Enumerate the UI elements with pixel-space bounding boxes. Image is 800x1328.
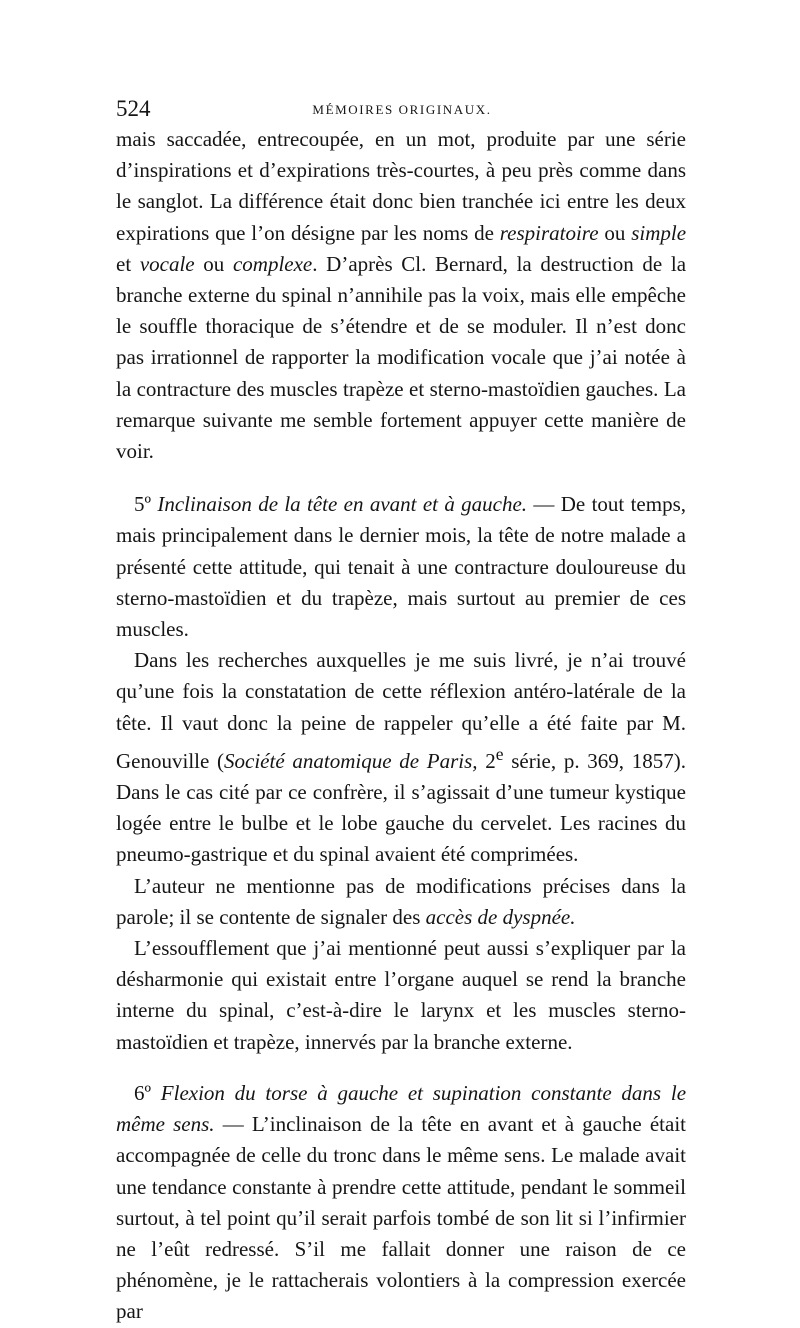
section-number: 5º — [134, 492, 158, 517]
text-run: — L’inclinaison de la tête en avant et à gauche était accompagnée de celle du tronc dans le même sens. Le malade avait une tendance constante à prendre cette attitude, pendant le sommeil surtout, à tel point qu’il serait parfois tombé de son lit si l’infirmier ne l’eût redressé. S’il me fallait donner une raison de ce phénomène, je le rattacherais volontiers à la compression exercée par — [116, 1112, 686, 1324]
paragraph-auteur — [116, 871, 686, 933]
section-6-paragraph — [116, 1078, 686, 1328]
page-number: 524 — [116, 96, 151, 121]
text-run: L’essoufflement que j’ai mentionné peut aussi s’expliquer par la désharmonie qui existait entre l’organe auquel se rend la branche interne du spinal, c’est-à-dire le larynx et les muscles sterno-mastoïdien et trapèze, innervés par la branche externe. — [116, 936, 686, 1054]
page-header — [116, 96, 688, 122]
text-run: série, p. 369, 1857). Dans le cas cité par ce confrère, il s’agissait d’une tumeur kystique logée entre le bulbe et le lobe gauche du cervelet. Les racines du pneumo-gastrique et du spinal avaient été comprimées. — [116, 748, 686, 867]
text-run: 2 — [477, 748, 496, 773]
italic-term: simple — [631, 220, 687, 245]
text-run: . D’après Cl. Bernard, la destruction de la branche externe du spinal n’annihile pas la voix, mais elle empêche le souffle thoracique de s’étendre et de se moduler. Il n’est donc pas irrationnel de rapporter la modification vocale que j’ai notée à la contracture des muscles trapèze et sterno-mastoïdien gauches. La remarque suivante me semble fortement appuyer cette manière de voir. — [116, 251, 687, 464]
section-5-paragraph — [116, 489, 686, 645]
body-text — [116, 124, 686, 1328]
text-run: et — [116, 251, 140, 276]
text-run: L’auteur ne mentionne pas de modifications précises dans la parole; il se contente de signaler des — [116, 873, 686, 929]
italic-term: vocale — [139, 251, 195, 276]
section-title: Flexion du torse à gauche et supination constante dans le même sens. — [116, 1080, 687, 1137]
text-run: Dans les recherches auxquelles je me suis livré, je n’ai trouvé qu’une fois la constatation de cette réflexion antéro-latérale de la tête. Il vaut donc la peine de rappeler qu’elle a été faite par M. Genouville ( — [116, 648, 686, 773]
text-run: ou — [598, 220, 632, 245]
italic-term: complexe — [232, 251, 313, 276]
paragraph-genouville — [116, 645, 686, 870]
text-run: — De tout temps, mais principalement dans le dernier mois, la tête de notre malade a présenté cette attitude, qui tenait à une contracture douloureuse du sterno-mastoïdien et du trapèze, mais surtout au premier de ces muscles. — [116, 492, 686, 642]
running-title: MÉMOIRES ORIGINAUX. — [312, 102, 492, 117]
text-run: mais saccadée, entrecoupée, en un mot, produite par une série d’inspirations et d’expirations très-courtes, à peu près comme dans le sanglot. La différence était donc bien tranchée ici entre les deux expirations que l’on désigne par les noms de — [116, 127, 686, 245]
paragraph-essoufflement — [116, 933, 686, 1058]
section-number: 6º — [134, 1080, 161, 1105]
paragraph-voice-expiration — [116, 124, 686, 467]
section-title: Inclinaison de la tête en avant et à gauche. — [157, 492, 528, 517]
italic-term: accès de dyspnée. — [425, 904, 576, 929]
italic-term: respiratoire — [499, 220, 599, 245]
superscript: e — [495, 743, 504, 764]
italic-citation: Société anatomique de Paris, — [224, 748, 478, 773]
text-run: ou — [194, 251, 233, 276]
